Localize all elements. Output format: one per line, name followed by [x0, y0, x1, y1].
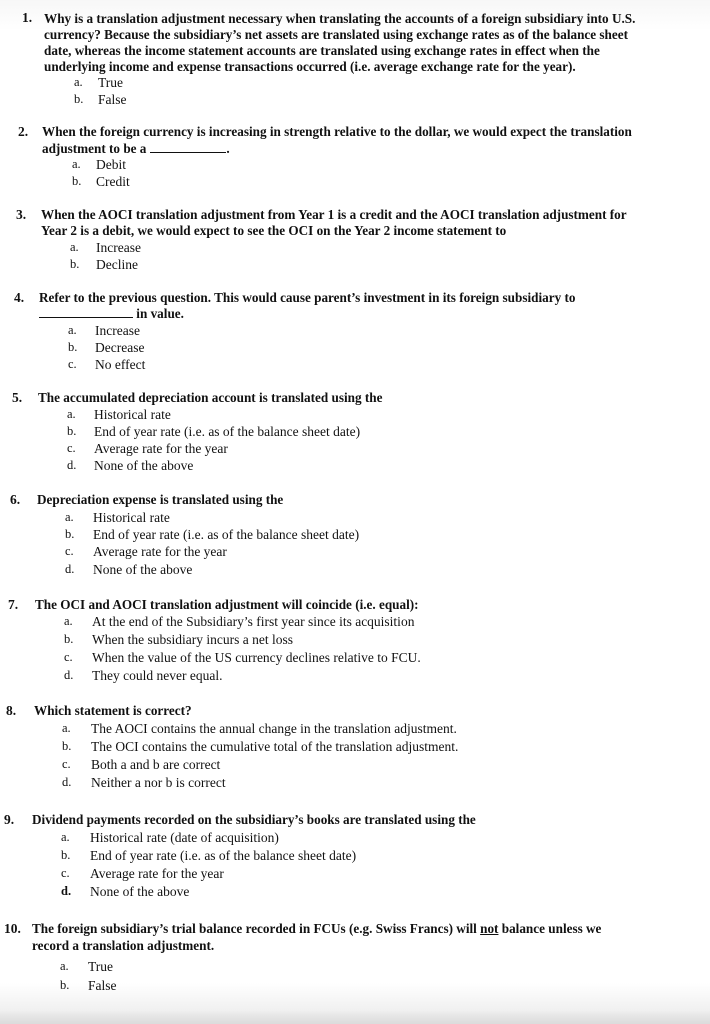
question-number: 2.	[18, 124, 29, 139]
option-text: End of year rate (i.e. as of the balance sheet date)	[90, 848, 357, 863]
option-letter: d.	[67, 458, 77, 472]
option-letter: d.	[61, 884, 72, 898]
option-text: None of the above	[94, 458, 194, 473]
option-text: False	[98, 92, 127, 107]
question-text-segment: balance unless we	[498, 921, 602, 936]
option-letter: a.	[70, 240, 79, 254]
option-text: End of year rate (i.e. as of the balance sheet date)	[94, 424, 361, 439]
option-letter: c.	[68, 357, 77, 371]
question-text-segment: The foreign subsidiary’s trial balance recorded in FCUs (e.g. Swiss Francs) will	[32, 921, 481, 936]
question-text-segment: adjustment to be a	[42, 141, 147, 156]
option-text: The OCI contains the cumulative total of the translation adjustment.	[91, 739, 459, 754]
question-text-line: When the foreign currency is increasing in strength relative to the dollar, we would expect the translation	[42, 124, 632, 139]
question-number: 5.	[12, 390, 23, 405]
page-bottom-shadow	[0, 1010, 710, 1024]
option-letter: b.	[64, 632, 74, 646]
option-text: Increase	[95, 323, 140, 338]
underlined-word: not	[480, 921, 499, 936]
question-text-line: Depreciation expense is translated using the	[37, 492, 284, 507]
question-text-line: The OCI and AOCI translation adjustment will coincide (i.e. equal):	[35, 597, 419, 612]
answer-blank	[39, 306, 133, 318]
option-text: The AOCI contains the annual change in the translation adjustment.	[91, 721, 457, 736]
option-letter: d.	[62, 775, 72, 789]
option-letter: b.	[72, 174, 82, 188]
option-letter: c.	[65, 544, 74, 558]
question-text-line: record a translation adjustment.	[32, 938, 215, 953]
question-number: 4.	[14, 290, 25, 305]
option-letter: d.	[64, 668, 74, 682]
option-text: Historical rate (date of acquisition)	[90, 830, 279, 845]
option-letter: a.	[61, 830, 70, 844]
question-number: 9.	[4, 812, 15, 827]
option-letter: c.	[67, 441, 76, 455]
question-text-line: When the AOCI translation adjustment from Year 1 is a credit and the AOCI translation adjustment for	[41, 207, 627, 222]
question-number: 6.	[10, 492, 21, 507]
option-text: When the subsidiary incurs a net loss	[92, 632, 293, 647]
question-number: 3.	[16, 207, 27, 222]
option-text: Debit	[96, 157, 126, 172]
question-text-line: Refer to the previous question. This would cause parent’s investment in its foreign subsidiary to	[39, 290, 576, 305]
option-text: Average rate for the year	[90, 866, 224, 881]
option-text: Average rate for the year	[93, 544, 227, 559]
option-letter: a.	[74, 75, 83, 89]
question-number: 8.	[6, 703, 17, 718]
question-text-line: Which statement is correct?	[34, 703, 192, 718]
option-letter: c.	[62, 757, 71, 771]
option-letter: a.	[65, 510, 74, 524]
question-number: 1.	[22, 10, 33, 25]
option-text: Average rate for the year	[94, 441, 228, 456]
option-letter: b.	[60, 978, 70, 992]
option-letter: d.	[65, 562, 75, 576]
option-letter: a.	[62, 721, 71, 735]
question-text-segment: in value.	[133, 306, 184, 321]
option-text: True	[98, 75, 124, 90]
option-text: False	[88, 978, 117, 993]
option-text: No effect	[95, 357, 146, 372]
option-letter: c.	[61, 866, 70, 880]
option-letter: b.	[68, 340, 78, 354]
option-text: Historical rate	[93, 510, 170, 525]
option-letter: a.	[68, 323, 77, 337]
option-text: They could never equal.	[92, 668, 223, 683]
question-text-line: underlying income and expense transactions occurred (i.e. average exchange rate for the year).	[44, 59, 576, 74]
option-text: When the value of the US currency declines relative to FCU.	[92, 650, 421, 665]
option-text: None of the above	[90, 884, 190, 899]
option-text: Neither a nor b is correct	[91, 775, 226, 790]
option-letter: a.	[72, 157, 81, 171]
option-letter: a.	[60, 959, 69, 973]
option-text: End of year rate (i.e. as of the balance sheet date)	[93, 527, 360, 542]
option-text: Credit	[96, 174, 130, 189]
option-text: Both a and b are correct	[91, 757, 221, 772]
question-text-line: currency? Because the subsidiary’s net assets are translated using exchange rates as of the balance sheet	[44, 27, 628, 42]
option-letter: b.	[61, 848, 71, 862]
question-number: 10.	[4, 921, 21, 936]
option-text: Historical rate	[94, 407, 171, 422]
question-text-line: date, whereas the income statement accounts are translated using exchange rates in effect when the	[44, 43, 600, 58]
option-text: Decline	[96, 257, 138, 272]
question-text-line	[32, 921, 601, 937]
question-text-line: Why is a translation adjustment necessary when translating the accounts of a foreign subsidiary into U.S.	[44, 11, 636, 26]
question-text-line: Dividend payments recorded on the subsidiary’s books are translated using the	[32, 812, 476, 827]
option-letter: b.	[74, 92, 84, 106]
option-text: None of the above	[93, 562, 193, 577]
answer-blank	[150, 141, 226, 153]
question-text-line: Year 2 is a debit, we would expect to see the OCI on the Year 2 income statement to	[41, 223, 507, 238]
option-letter: b.	[67, 424, 77, 438]
question-text-line	[42, 141, 230, 157]
question-number: 7.	[8, 597, 19, 612]
question-text-line	[39, 306, 184, 322]
option-text: True	[88, 959, 114, 974]
option-text: Decrease	[95, 340, 145, 355]
option-letter: a.	[67, 407, 76, 421]
option-letter: a.	[64, 614, 73, 628]
option-letter: c.	[64, 650, 73, 664]
option-letter: b.	[62, 739, 72, 753]
option-text: At the end of the Subsidiary’s first year since its acquisition	[92, 614, 415, 629]
option-text: Increase	[96, 240, 141, 255]
question-text-line: The accumulated depreciation account is translated using the	[38, 390, 383, 405]
question-text-segment: .	[226, 141, 230, 156]
option-letter: b.	[65, 527, 75, 541]
option-letter: b.	[70, 257, 80, 271]
